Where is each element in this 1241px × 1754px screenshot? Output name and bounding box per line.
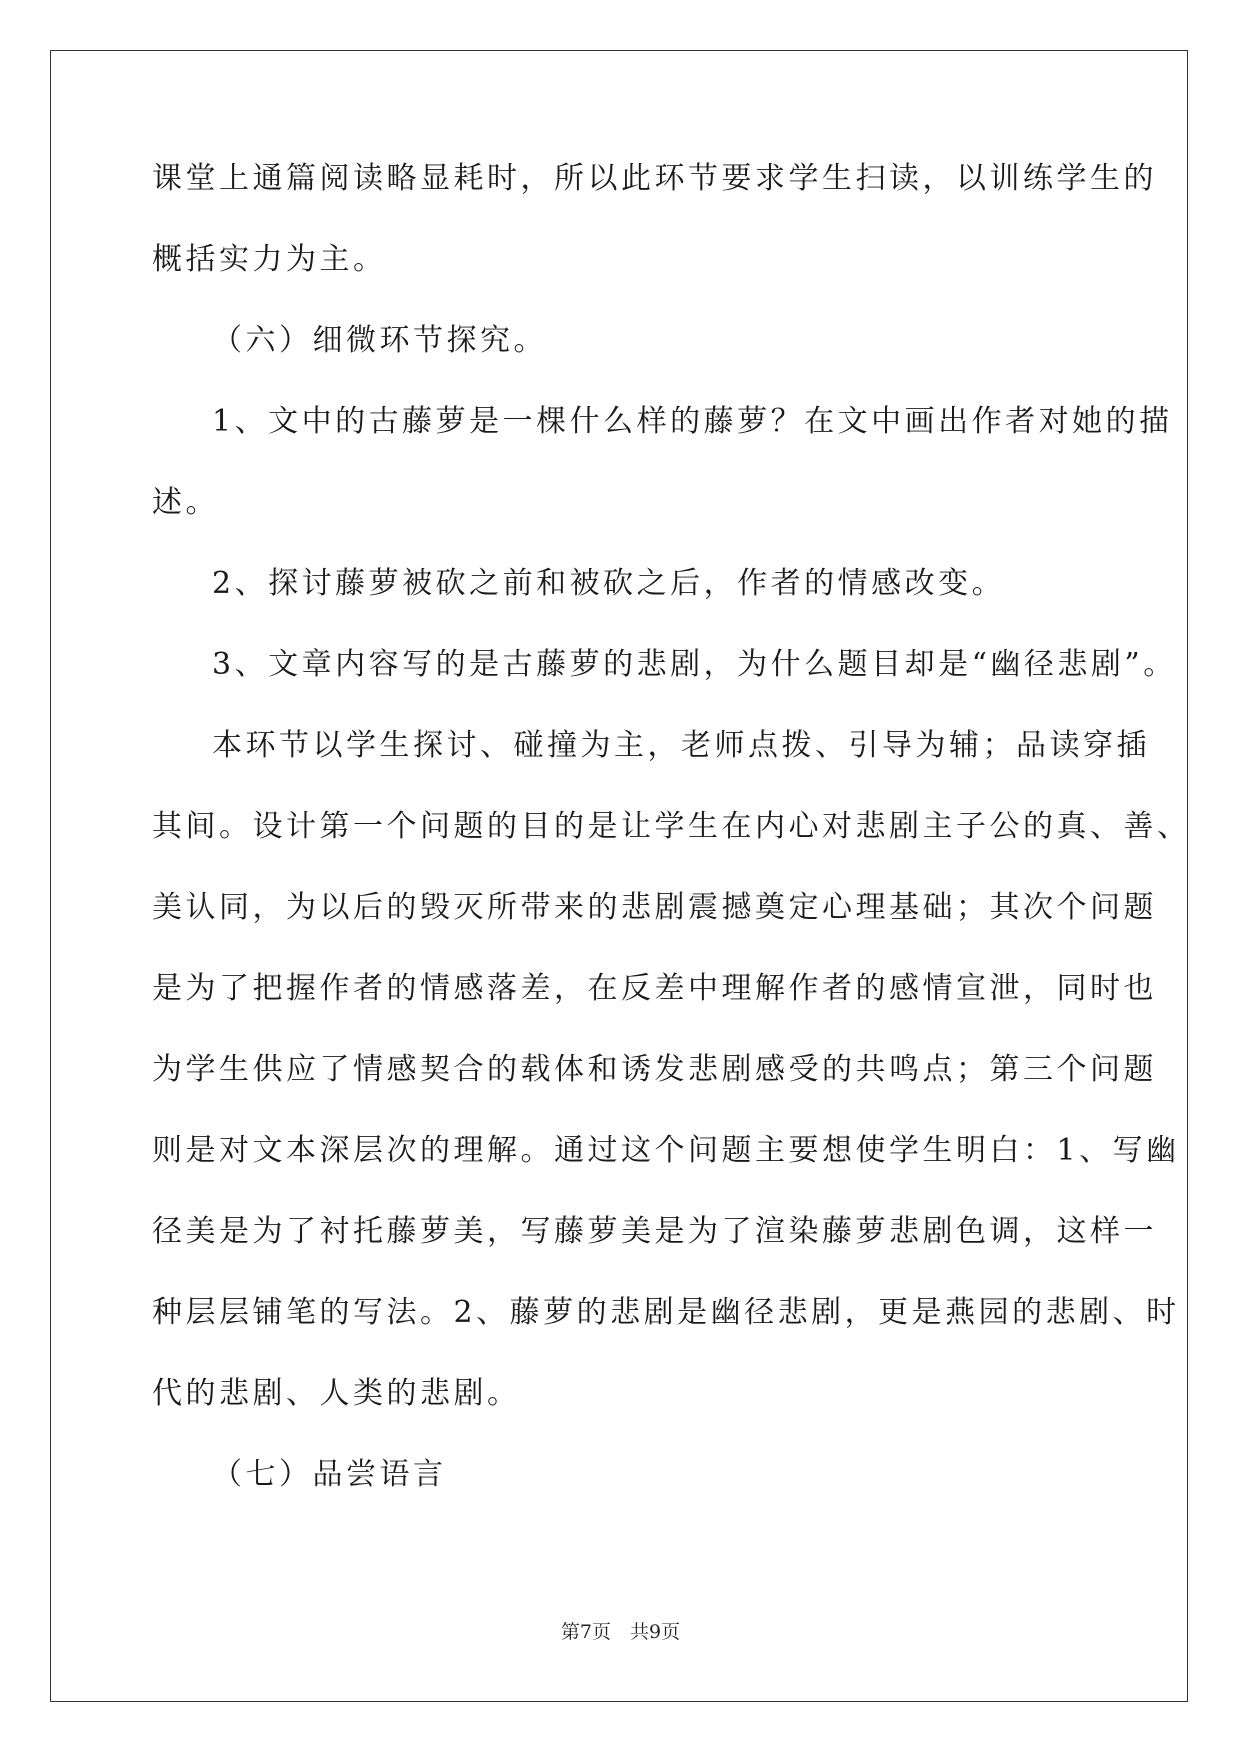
document-body xyxy=(152,160,1191,1537)
paragraph-line-3: 美认同，为以后的毁灭所带来的悲剧震撼奠定心理基础；其次个问题 xyxy=(152,890,1157,925)
paragraph-line-9: 代的悲剧、人类的悲剧。 xyxy=(152,1376,521,1411)
body-line-1: 课堂上通篇阅读略显耗时，所以此环节要求学生扫读，以训练学生的 xyxy=(152,161,1157,196)
section-heading-7: （七）品尝语言 xyxy=(212,1457,447,1492)
page-footer: 第7页 共9页 xyxy=(560,1621,681,1643)
section-heading-6: （六）细微环节探究。 xyxy=(212,323,547,358)
paragraph-line-8: 种层层铺笔的写法。2、藤萝的悲剧是幽径悲剧，更是燕园的悲剧、时 xyxy=(152,1295,1180,1330)
paragraph-line-6: 则是对文本深层次的理解。通过这个问题主要想使学生明白：1、写幽 xyxy=(152,1133,1180,1168)
paragraph-line-4: 是为了把握作者的情感落差，在反差中理解作者的感情宣泄，同时也 xyxy=(152,971,1157,1006)
question-2: 2、探讨藤萝被砍之前和被砍之后，作者的情感改变。 xyxy=(212,566,1006,601)
paragraph-line-2: 其间。设计第一个问题的目的是让学生在内心对悲剧主子公的真、善、 xyxy=(152,809,1191,844)
paragraph-line-1: 本环节以学生探讨、碰撞为主，老师点拨、引导为辅；品读穿插 xyxy=(212,728,1150,763)
question-1-line-1: 1、文中的古藤萝是一棵什么样的藤萝？在文中画出作者对她的描 xyxy=(212,404,1173,439)
paragraph-line-7: 径美是为了衬托藤萝美，写藤萝美是为了渲染藤萝悲剧色调，这样一 xyxy=(152,1214,1157,1249)
paragraph-line-5: 为学生供应了情感契合的载体和诱发悲剧感受的共鸣点；第三个问题 xyxy=(152,1052,1157,1087)
body-line-2: 概括实力为主。 xyxy=(152,242,387,277)
question-3: 3、文章内容写的是古藤萝的悲剧，为什么题目却是“幽径悲剧”。 xyxy=(212,647,1177,682)
question-1-line-2: 述。 xyxy=(152,485,219,520)
